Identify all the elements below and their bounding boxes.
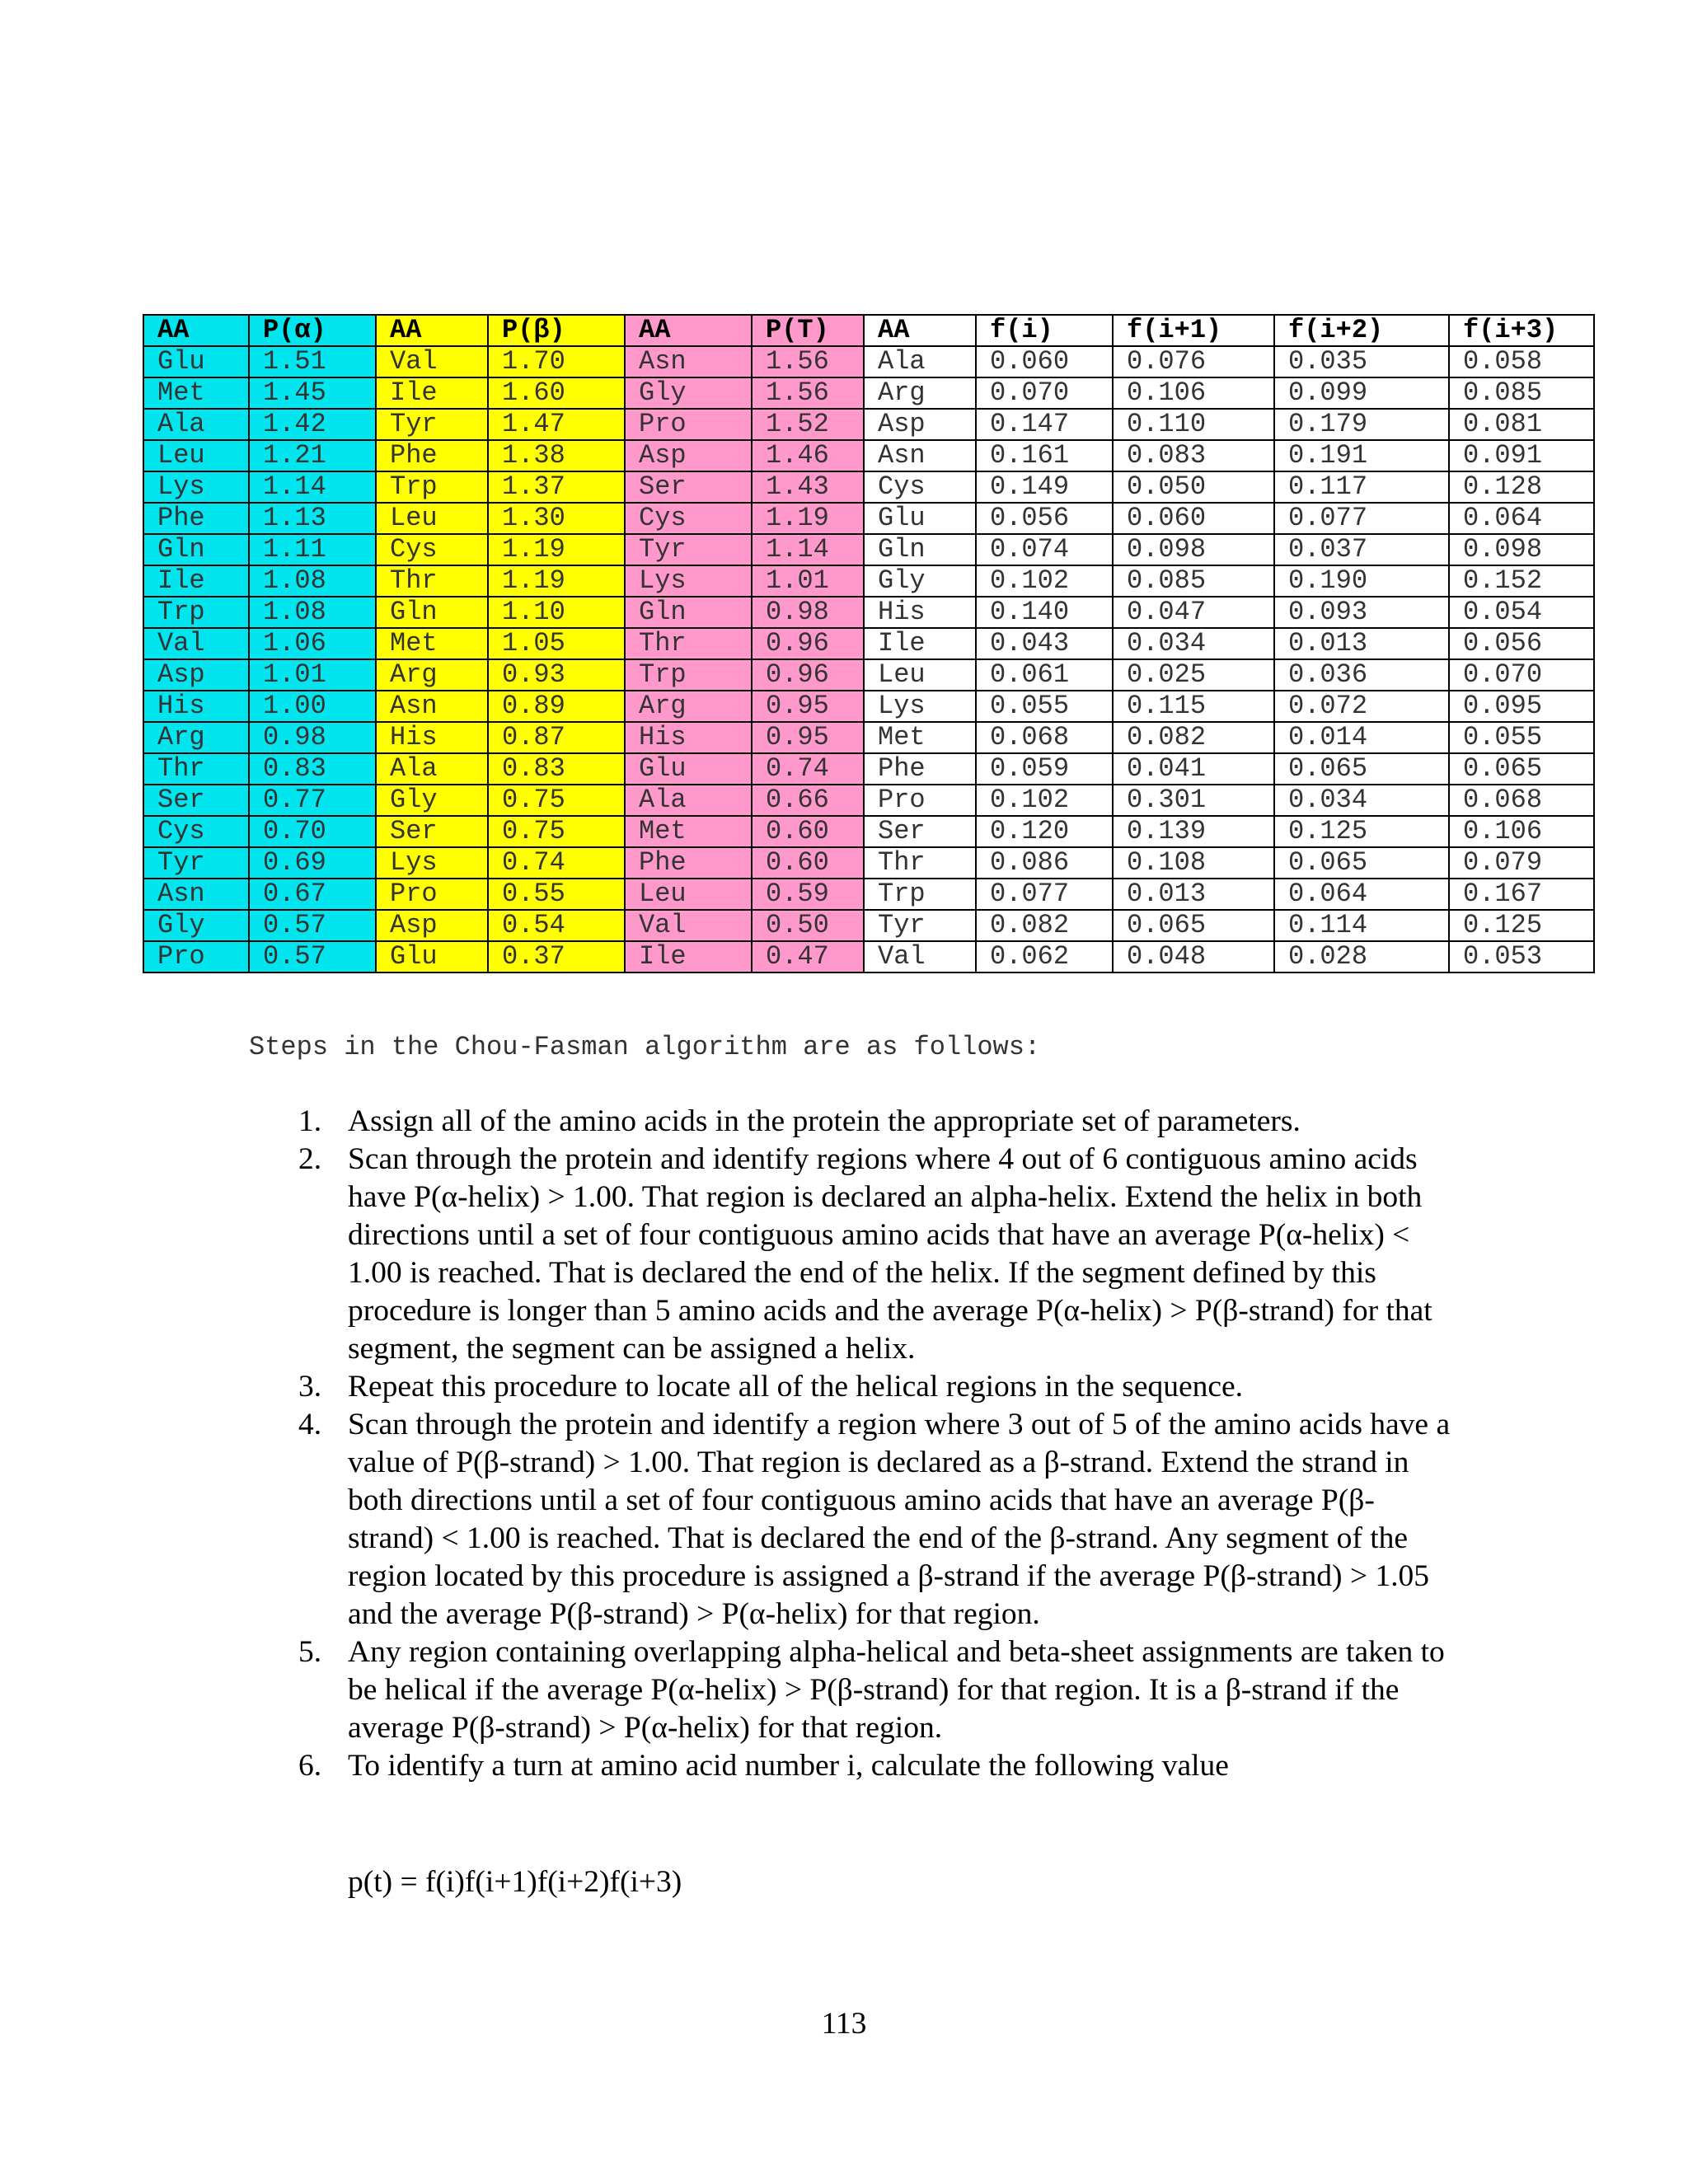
table-cell: 0.179 bbox=[1274, 409, 1449, 440]
table-cell: Ser bbox=[864, 816, 976, 847]
table-cell: Met bbox=[625, 816, 752, 847]
table-cell: 0.108 bbox=[1113, 847, 1274, 879]
table-cell: Glu bbox=[143, 346, 249, 377]
table-cell: 0.028 bbox=[1274, 941, 1449, 972]
table-cell: Asn bbox=[143, 879, 249, 910]
step-item bbox=[280, 1103, 1451, 1141]
table-cell: 0.034 bbox=[1113, 628, 1274, 659]
table-cell: Ala bbox=[864, 346, 976, 377]
table-cell: Lys bbox=[864, 691, 976, 722]
column-header: AA bbox=[143, 315, 249, 346]
table-cell: 0.098 bbox=[1449, 534, 1594, 565]
table-row bbox=[143, 785, 1594, 816]
table-cell: 0.035 bbox=[1274, 346, 1449, 377]
table-cell: 0.89 bbox=[488, 691, 625, 722]
column-header: AA bbox=[376, 315, 488, 346]
table-cell: 0.072 bbox=[1274, 691, 1449, 722]
table-cell: 0.47 bbox=[752, 941, 864, 972]
table-cell: 0.70 bbox=[249, 816, 376, 847]
step-number: 2. bbox=[298, 1142, 322, 1176]
table-cell: 0.065 bbox=[1113, 910, 1274, 941]
table-row bbox=[143, 628, 1594, 659]
table-cell: 1.11 bbox=[249, 534, 376, 565]
table-cell: Arg bbox=[864, 377, 976, 409]
table-cell: 0.98 bbox=[249, 722, 376, 753]
step-item bbox=[280, 1406, 1451, 1633]
table-cell: 0.093 bbox=[1274, 597, 1449, 628]
table-cell: Trp bbox=[864, 879, 976, 910]
step-number: 4. bbox=[298, 1408, 322, 1441]
table-cell: 0.082 bbox=[1113, 722, 1274, 753]
table-cell: 0.050 bbox=[1113, 471, 1274, 503]
table-cell: Val bbox=[143, 628, 249, 659]
table-cell: 0.60 bbox=[752, 816, 864, 847]
column-header: P(T) bbox=[752, 315, 864, 346]
table-cell: Leu bbox=[864, 659, 976, 691]
table-cell: Gly bbox=[864, 565, 976, 597]
table-cell: 0.064 bbox=[1449, 503, 1594, 534]
table-cell: 0.077 bbox=[976, 879, 1113, 910]
step-text: Assign all of the amino acids in the protein the appropriate set of parameters. bbox=[348, 1104, 1301, 1138]
table-row bbox=[143, 409, 1594, 440]
step-number: 3. bbox=[298, 1370, 322, 1404]
table-cell: 0.75 bbox=[488, 816, 625, 847]
table-cell: 0.37 bbox=[488, 941, 625, 972]
table-cell: 1.08 bbox=[249, 565, 376, 597]
table-row bbox=[143, 597, 1594, 628]
table-cell: Gln bbox=[376, 597, 488, 628]
table-row bbox=[143, 377, 1594, 409]
column-header: AA bbox=[625, 315, 752, 346]
table-cell: 1.47 bbox=[488, 409, 625, 440]
table-cell: 1.19 bbox=[488, 534, 625, 565]
table-cell: Thr bbox=[143, 753, 249, 785]
table-cell: Pro bbox=[864, 785, 976, 816]
step-number: 1. bbox=[298, 1104, 322, 1138]
table-row bbox=[143, 816, 1594, 847]
table-cell: 0.062 bbox=[976, 941, 1113, 972]
table-cell: 0.013 bbox=[1274, 628, 1449, 659]
table-cell: Phe bbox=[376, 440, 488, 471]
table-cell: Ser bbox=[376, 816, 488, 847]
table-cell: Ile bbox=[143, 565, 249, 597]
table-cell: 0.047 bbox=[1113, 597, 1274, 628]
table-cell: 0.125 bbox=[1274, 816, 1449, 847]
table-cell: Asp bbox=[143, 659, 249, 691]
table-cell: 1.08 bbox=[249, 597, 376, 628]
table-cell: Ser bbox=[625, 471, 752, 503]
table-cell: Leu bbox=[143, 440, 249, 471]
table-cell: 0.056 bbox=[1449, 628, 1594, 659]
table-row bbox=[143, 722, 1594, 753]
table-cell: 1.51 bbox=[249, 346, 376, 377]
table-cell: Gly bbox=[143, 910, 249, 941]
table-cell: 0.106 bbox=[1449, 816, 1594, 847]
table-cell: Trp bbox=[625, 659, 752, 691]
table-cell: 0.099 bbox=[1274, 377, 1449, 409]
table-cell: 0.77 bbox=[249, 785, 376, 816]
table-cell: 1.30 bbox=[488, 503, 625, 534]
table-cell: Ala bbox=[376, 753, 488, 785]
table-cell: 0.74 bbox=[752, 753, 864, 785]
table-cell: 0.55 bbox=[488, 879, 625, 910]
table-cell: 0.048 bbox=[1113, 941, 1274, 972]
table-cell: Pro bbox=[143, 941, 249, 972]
table-cell: 0.95 bbox=[752, 691, 864, 722]
table-cell: Met bbox=[376, 628, 488, 659]
table-cell: Gly bbox=[376, 785, 488, 816]
table-cell: 1.14 bbox=[752, 534, 864, 565]
table-cell: 0.96 bbox=[752, 659, 864, 691]
steps-list bbox=[280, 1103, 1451, 1785]
table-cell: 1.19 bbox=[488, 565, 625, 597]
table-cell: Trp bbox=[143, 597, 249, 628]
table-cell: 0.070 bbox=[1449, 659, 1594, 691]
table-cell: His bbox=[625, 722, 752, 753]
table-cell: 1.10 bbox=[488, 597, 625, 628]
table-cell: 0.117 bbox=[1274, 471, 1449, 503]
table-cell: 0.098 bbox=[1113, 534, 1274, 565]
table-cell: 0.190 bbox=[1274, 565, 1449, 597]
table-cell: 0.074 bbox=[976, 534, 1113, 565]
table-cell: Ala bbox=[143, 409, 249, 440]
table-cell: Glu bbox=[376, 941, 488, 972]
table-cell: Lys bbox=[143, 471, 249, 503]
step-item bbox=[280, 1368, 1451, 1406]
table-cell: 1.46 bbox=[752, 440, 864, 471]
table-cell: Thr bbox=[625, 628, 752, 659]
table-cell: Cys bbox=[625, 503, 752, 534]
table-cell: 0.87 bbox=[488, 722, 625, 753]
table-cell: Lys bbox=[376, 847, 488, 879]
table-cell: His bbox=[376, 722, 488, 753]
table-cell: 0.041 bbox=[1113, 753, 1274, 785]
table-cell: 0.013 bbox=[1113, 879, 1274, 910]
table-cell: 0.037 bbox=[1274, 534, 1449, 565]
table-header-row bbox=[143, 315, 1594, 346]
table-cell: 1.13 bbox=[249, 503, 376, 534]
table-cell: 0.085 bbox=[1113, 565, 1274, 597]
column-header: f(i) bbox=[976, 315, 1113, 346]
table-cell: 0.74 bbox=[488, 847, 625, 879]
table-cell: 0.081 bbox=[1449, 409, 1594, 440]
table-cell: Met bbox=[864, 722, 976, 753]
table-cell: 1.00 bbox=[249, 691, 376, 722]
table-row bbox=[143, 565, 1594, 597]
table-cell: 0.93 bbox=[488, 659, 625, 691]
table-cell: His bbox=[143, 691, 249, 722]
table-cell: Ser bbox=[143, 785, 249, 816]
table-cell: Val bbox=[864, 941, 976, 972]
steps-intro: Steps in the Chou-Fasman algorithm are as follows: bbox=[249, 1032, 1041, 1062]
table-cell: 0.139 bbox=[1113, 816, 1274, 847]
table-row bbox=[143, 471, 1594, 503]
table-cell: Tyr bbox=[376, 409, 488, 440]
table-cell: 0.034 bbox=[1274, 785, 1449, 816]
table-cell: 0.065 bbox=[1274, 847, 1449, 879]
step-text: Repeat this procedure to locate all of the helical regions in the sequence. bbox=[348, 1370, 1244, 1404]
table-cell: Gln bbox=[143, 534, 249, 565]
table-row bbox=[143, 910, 1594, 941]
column-header: P(β) bbox=[488, 315, 625, 346]
table-cell: 0.102 bbox=[976, 785, 1113, 816]
table-cell: 0.149 bbox=[976, 471, 1113, 503]
table-cell: Gln bbox=[864, 534, 976, 565]
table-cell: 0.83 bbox=[488, 753, 625, 785]
table-cell: 0.106 bbox=[1113, 377, 1274, 409]
table-cell: Arg bbox=[143, 722, 249, 753]
table-cell: Asp bbox=[376, 910, 488, 941]
table-cell: Gln bbox=[625, 597, 752, 628]
table-cell: 0.086 bbox=[976, 847, 1113, 879]
table-cell: Pro bbox=[625, 409, 752, 440]
table-cell: Glu bbox=[625, 753, 752, 785]
column-header: f(i+2) bbox=[1274, 315, 1449, 346]
table-cell: 1.19 bbox=[752, 503, 864, 534]
table-cell: Asp bbox=[864, 409, 976, 440]
table-cell: 1.14 bbox=[249, 471, 376, 503]
table-cell: Lys bbox=[625, 565, 752, 597]
table-cell: 0.301 bbox=[1113, 785, 1274, 816]
table-cell: Trp bbox=[376, 471, 488, 503]
table-cell: 1.45 bbox=[249, 377, 376, 409]
table-cell: 0.043 bbox=[976, 628, 1113, 659]
table-cell: Asn bbox=[376, 691, 488, 722]
step-item bbox=[280, 1633, 1451, 1747]
table-cell: Glu bbox=[864, 503, 976, 534]
table-cell: Tyr bbox=[864, 910, 976, 941]
step-text: Scan through the protein and identify a region where 3 out of 5 of the amino acids have a value of P(β-strand) > 1.00. That region is declared as a β-strand. Extend the strand in both directions until a set of four contiguous amino acids that have an average P(β-strand) < 1.00 is reached. That is declared the end of the β-strand. Any segment of the region located by this procedure is assigned a β-strand if the average P(β-strand) > 1.05 and the average P(β-strand) > P(α-helix) for that region. bbox=[348, 1408, 1451, 1631]
table-cell: 0.014 bbox=[1274, 722, 1449, 753]
table-row bbox=[143, 503, 1594, 534]
table-cell: Cys bbox=[864, 471, 976, 503]
table-cell: Arg bbox=[376, 659, 488, 691]
table-cell: 1.52 bbox=[752, 409, 864, 440]
table-cell: 1.43 bbox=[752, 471, 864, 503]
table-cell: 0.95 bbox=[752, 722, 864, 753]
table-row bbox=[143, 346, 1594, 377]
table-cell: 0.068 bbox=[1449, 785, 1594, 816]
step-item bbox=[280, 1747, 1451, 1785]
table-cell: Cys bbox=[376, 534, 488, 565]
table-cell: Gly bbox=[625, 377, 752, 409]
step-text: Scan through the protein and identify regions where 4 out of 6 contiguous amino acids have P(α-helix) > 1.00. That region is declared an alpha-helix. Extend the helix in both directions until a set of four contiguous amino acids that have an average P(α-helix) < 1.00 is reached. That is declared the end of the helix. If the segment defined by this procedure is longer than 5 amino acids and the average P(α-helix) > P(β-strand) for that segment, the segment can be assigned a helix. bbox=[348, 1142, 1432, 1366]
table-cell: 1.56 bbox=[752, 377, 864, 409]
table-cell: 1.42 bbox=[249, 409, 376, 440]
table-cell: 0.191 bbox=[1274, 440, 1449, 471]
table-cell: 0.114 bbox=[1274, 910, 1449, 941]
table-cell: Thr bbox=[376, 565, 488, 597]
table-cell: Asp bbox=[625, 440, 752, 471]
table-cell: Ile bbox=[625, 941, 752, 972]
table-cell: 1.06 bbox=[249, 628, 376, 659]
table-cell: Tyr bbox=[625, 534, 752, 565]
turn-formula: p(t) = f(i)f(i+1)f(i+2)f(i+3) bbox=[348, 1865, 682, 1899]
table-cell: 0.54 bbox=[488, 910, 625, 941]
table-cell: 0.57 bbox=[249, 941, 376, 972]
table-cell: 1.01 bbox=[249, 659, 376, 691]
table-cell: 0.83 bbox=[249, 753, 376, 785]
table-cell: 0.128 bbox=[1449, 471, 1594, 503]
table-cell: 0.75 bbox=[488, 785, 625, 816]
table-cell: Phe bbox=[864, 753, 976, 785]
table-cell: 0.079 bbox=[1449, 847, 1594, 879]
table-cell: 0.065 bbox=[1274, 753, 1449, 785]
table-cell: 0.120 bbox=[976, 816, 1113, 847]
chou-fasman-parameter-table bbox=[143, 314, 1595, 973]
table-cell: 0.070 bbox=[976, 377, 1113, 409]
table-row bbox=[143, 691, 1594, 722]
table-cell: 0.161 bbox=[976, 440, 1113, 471]
table-cell: 1.56 bbox=[752, 346, 864, 377]
step-number: 5. bbox=[298, 1635, 322, 1669]
table-cell: 0.167 bbox=[1449, 879, 1594, 910]
table-cell: Tyr bbox=[143, 847, 249, 879]
table-cell: 1.05 bbox=[488, 628, 625, 659]
table-cell: 1.60 bbox=[488, 377, 625, 409]
table-cell: 0.98 bbox=[752, 597, 864, 628]
table-cell: 0.082 bbox=[976, 910, 1113, 941]
table-cell: 0.102 bbox=[976, 565, 1113, 597]
table-cell: 1.37 bbox=[488, 471, 625, 503]
table-cell: 1.38 bbox=[488, 440, 625, 471]
table-cell: 0.060 bbox=[1113, 503, 1274, 534]
table-cell: 0.085 bbox=[1449, 377, 1594, 409]
table-cell: 0.152 bbox=[1449, 565, 1594, 597]
table-cell: 0.061 bbox=[976, 659, 1113, 691]
table-cell: 0.055 bbox=[1449, 722, 1594, 753]
table-cell: Met bbox=[143, 377, 249, 409]
table-cell: 1.21 bbox=[249, 440, 376, 471]
table-cell: 0.50 bbox=[752, 910, 864, 941]
table-cell: 0.055 bbox=[976, 691, 1113, 722]
table-cell: 0.57 bbox=[249, 910, 376, 941]
table-cell: Pro bbox=[376, 879, 488, 910]
table-row bbox=[143, 440, 1594, 471]
table-cell: 0.60 bbox=[752, 847, 864, 879]
column-header: f(i+1) bbox=[1113, 315, 1274, 346]
step-item bbox=[280, 1141, 1451, 1368]
table-cell: 0.66 bbox=[752, 785, 864, 816]
column-header: AA bbox=[864, 315, 976, 346]
table-cell: Ile bbox=[864, 628, 976, 659]
step-text: Any region containing overlapping alpha-helical and beta-sheet assignments are taken to be helical if the average P(α-helix) > P(β-strand) for that region. It is a β-strand if the average P(β-strand) > P(α-helix) for that region. bbox=[348, 1635, 1445, 1745]
table-cell: 0.140 bbox=[976, 597, 1113, 628]
table-cell: 0.064 bbox=[1274, 879, 1449, 910]
table-row bbox=[143, 753, 1594, 785]
table-cell: 0.025 bbox=[1113, 659, 1274, 691]
table-cell: Asn bbox=[864, 440, 976, 471]
column-header: f(i+3) bbox=[1449, 315, 1594, 346]
table-cell: 0.036 bbox=[1274, 659, 1449, 691]
table-cell: Val bbox=[625, 910, 752, 941]
table-row bbox=[143, 879, 1594, 910]
table-cell: 0.077 bbox=[1274, 503, 1449, 534]
table-cell: 0.091 bbox=[1449, 440, 1594, 471]
table-cell: 0.059 bbox=[976, 753, 1113, 785]
table-cell: 0.083 bbox=[1113, 440, 1274, 471]
table-cell: Leu bbox=[625, 879, 752, 910]
table-row bbox=[143, 941, 1594, 972]
table-cell: 0.065 bbox=[1449, 753, 1594, 785]
table-cell: 1.01 bbox=[752, 565, 864, 597]
table-cell: Thr bbox=[864, 847, 976, 879]
table-cell: Asn bbox=[625, 346, 752, 377]
table-cell: 0.115 bbox=[1113, 691, 1274, 722]
table-cell: 0.67 bbox=[249, 879, 376, 910]
page-number: 113 bbox=[821, 2007, 867, 2041]
table-cell: 0.056 bbox=[976, 503, 1113, 534]
table-row bbox=[143, 659, 1594, 691]
table-row bbox=[143, 534, 1594, 565]
table-cell: 0.058 bbox=[1449, 346, 1594, 377]
table-cell: 0.110 bbox=[1113, 409, 1274, 440]
table-cell: 0.59 bbox=[752, 879, 864, 910]
table-cell: His bbox=[864, 597, 976, 628]
table-body bbox=[143, 346, 1594, 972]
table-cell: 0.076 bbox=[1113, 346, 1274, 377]
table-cell: 0.125 bbox=[1449, 910, 1594, 941]
table-cell: Phe bbox=[625, 847, 752, 879]
table-cell: Phe bbox=[143, 503, 249, 534]
table-cell: Val bbox=[376, 346, 488, 377]
table-cell: 1.70 bbox=[488, 346, 625, 377]
table-cell: 0.96 bbox=[752, 628, 864, 659]
column-header: P(α) bbox=[249, 315, 376, 346]
table-cell: 0.068 bbox=[976, 722, 1113, 753]
table-cell: 0.147 bbox=[976, 409, 1113, 440]
table-cell: Cys bbox=[143, 816, 249, 847]
table-cell: Ala bbox=[625, 785, 752, 816]
step-text: To identify a turn at amino acid number i, calculate the following value bbox=[348, 1749, 1229, 1783]
table-cell: 0.69 bbox=[249, 847, 376, 879]
table-row bbox=[143, 847, 1594, 879]
table-cell: Leu bbox=[376, 503, 488, 534]
table-cell: Ile bbox=[376, 377, 488, 409]
table-cell: 0.060 bbox=[976, 346, 1113, 377]
table-cell: 0.053 bbox=[1449, 941, 1594, 972]
table-cell: 0.054 bbox=[1449, 597, 1594, 628]
table-cell: 0.095 bbox=[1449, 691, 1594, 722]
table-cell: Arg bbox=[625, 691, 752, 722]
step-number: 6. bbox=[298, 1749, 322, 1783]
